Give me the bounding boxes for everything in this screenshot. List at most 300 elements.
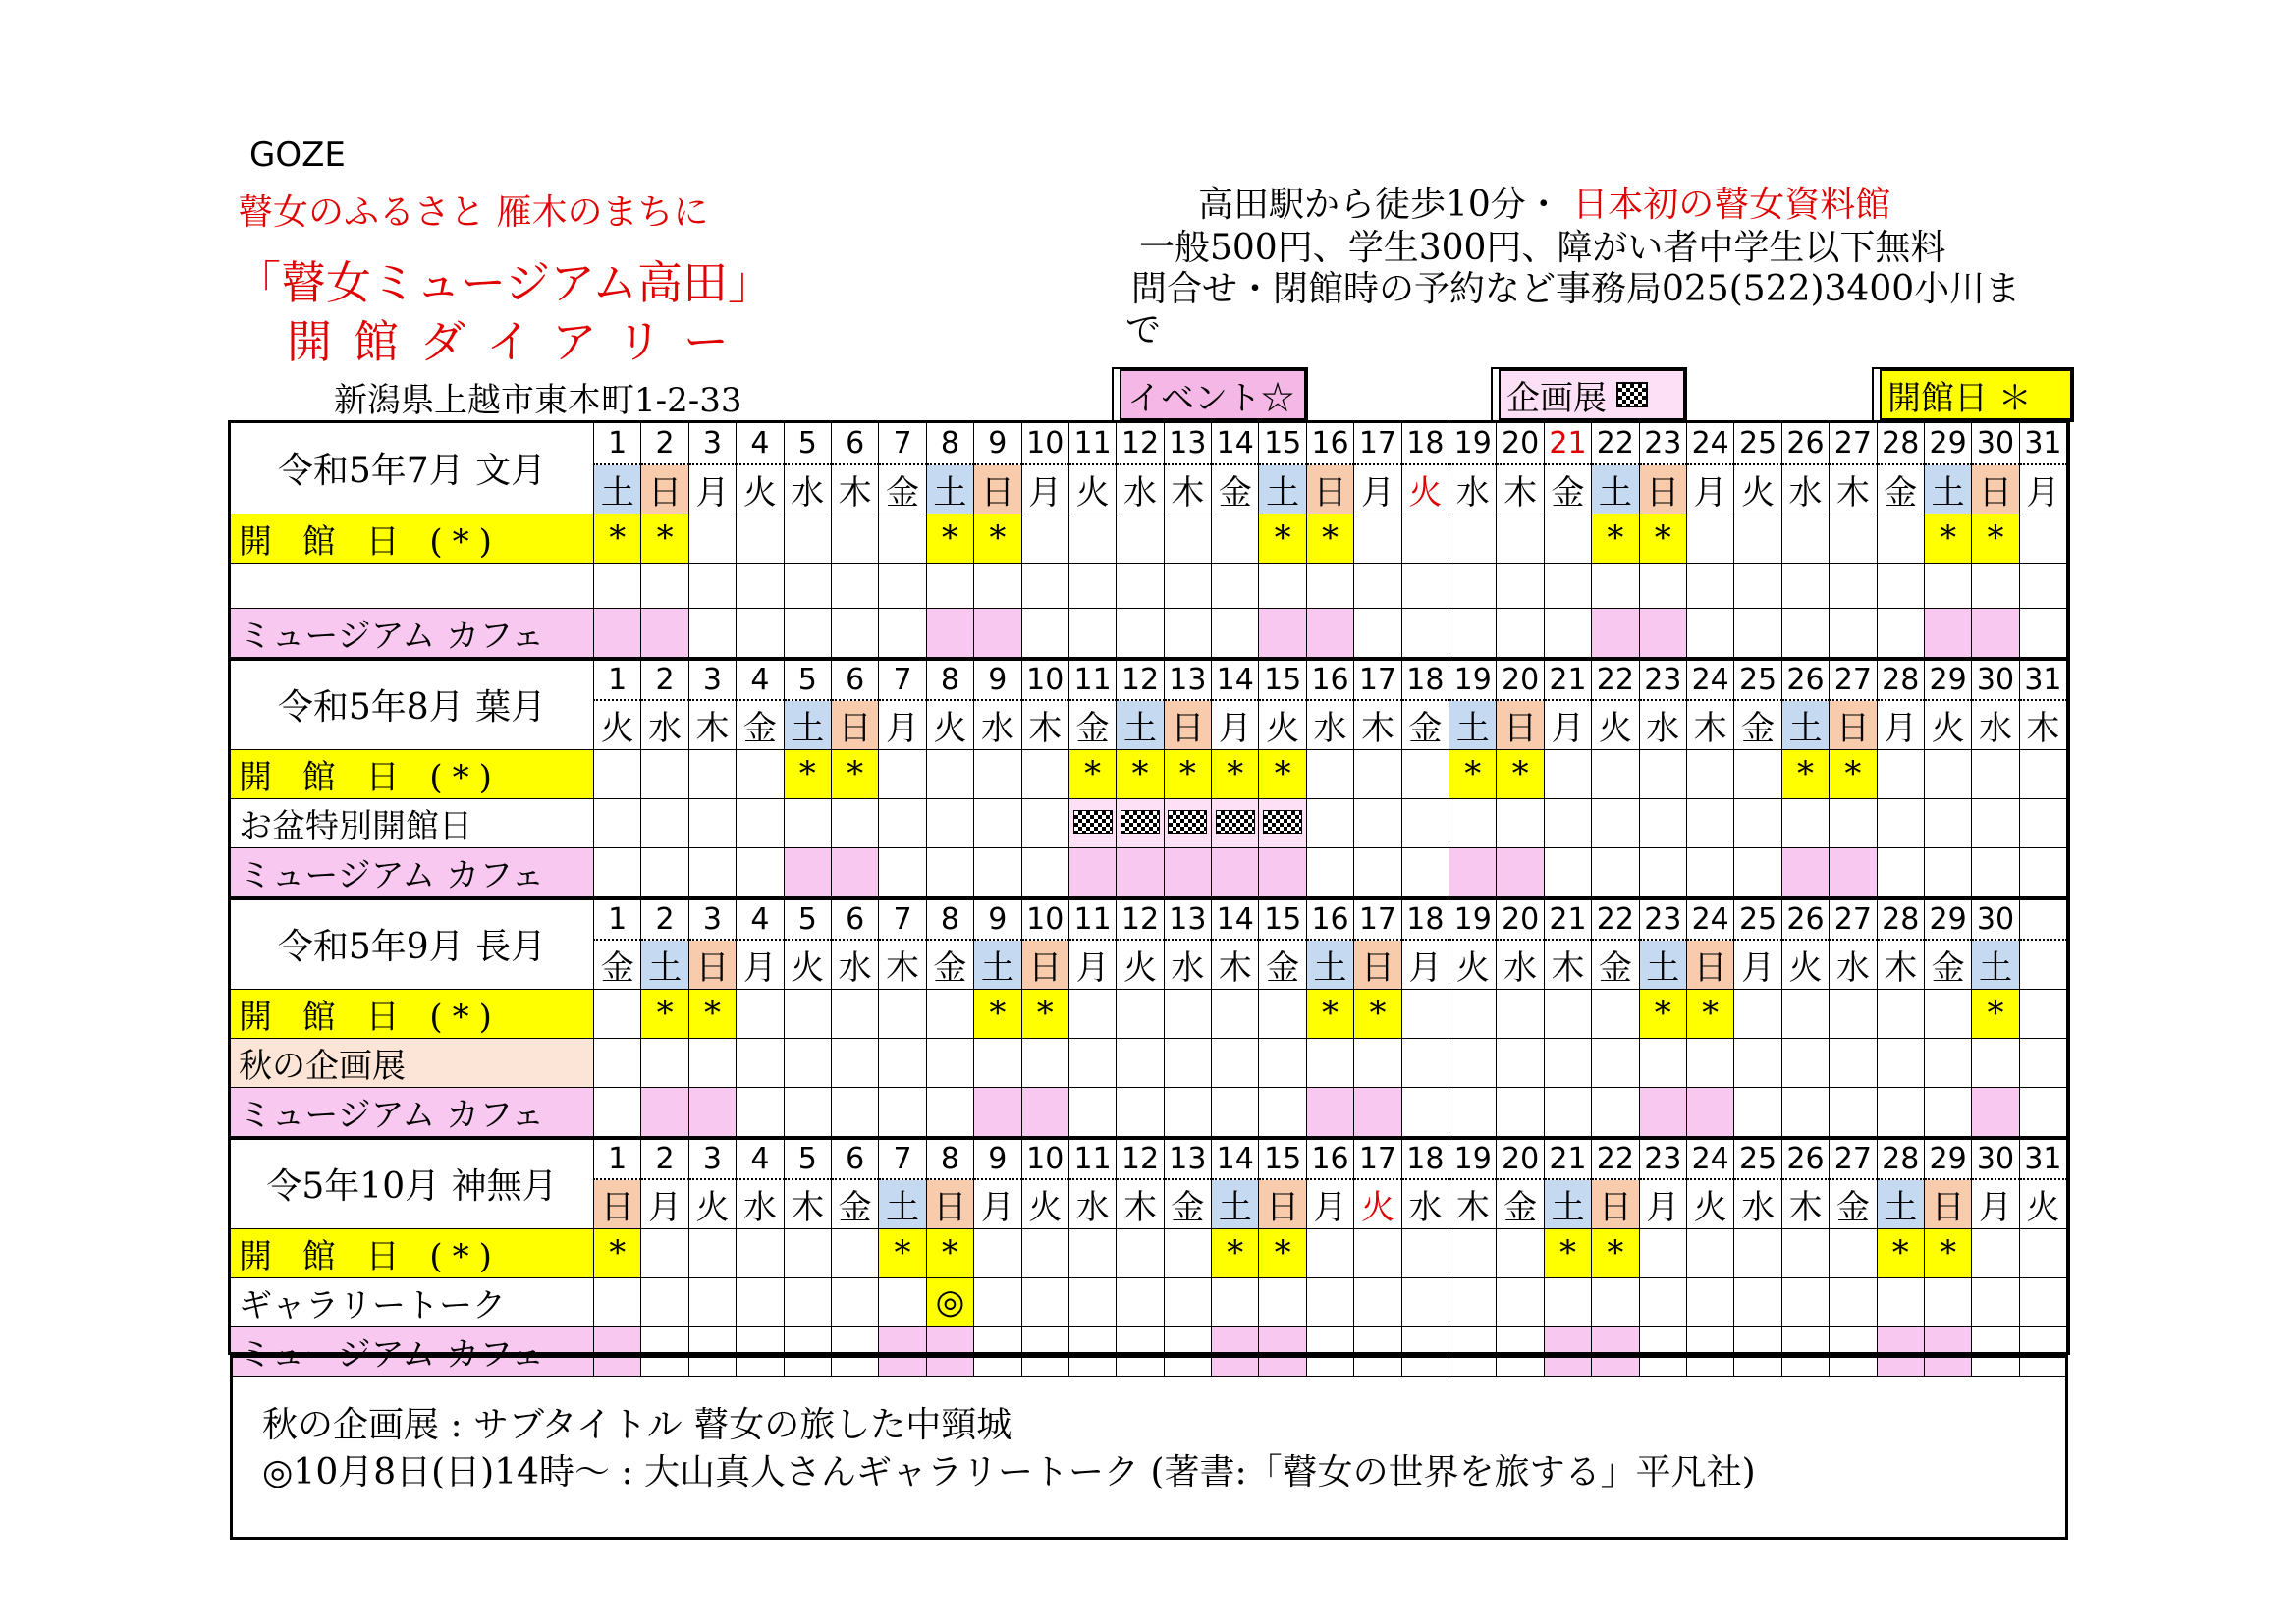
weekday: 水	[1449, 464, 1497, 514]
day-cell-cafe	[784, 1087, 831, 1138]
day-number: 22	[1592, 898, 1639, 940]
day-number: 31	[2019, 1138, 2066, 1179]
day-cell-cafe	[1734, 608, 1781, 659]
day-cell-open	[1734, 989, 1781, 1038]
day-cell-blank	[1068, 563, 1116, 608]
day-cell-open: *	[1164, 749, 1211, 798]
day-cell-open: *	[1259, 514, 1306, 563]
day-cell-open: *	[1781, 749, 1829, 798]
day-cell-cafe	[1306, 608, 1353, 659]
weekday: 金	[1401, 700, 1449, 750]
day-cell-obon	[1306, 798, 1353, 847]
day-cell-obon	[2019, 798, 2066, 847]
day-cell-gallery	[594, 1277, 641, 1326]
weekday: 日	[688, 940, 736, 990]
row-label-open: 開 館 日 (*)	[231, 514, 594, 563]
day-number: 6	[831, 659, 878, 700]
day-cell-autumn	[974, 1038, 1021, 1087]
day-cell-cafe	[594, 847, 641, 898]
day-cell-cafe	[879, 847, 926, 898]
day-cell-cafe	[1497, 608, 1544, 659]
weekday: 月	[1544, 700, 1591, 750]
day-cell-cafe	[1354, 847, 1401, 898]
day-cell-autumn	[1781, 1038, 1829, 1087]
day-cell-blank	[1592, 563, 1639, 608]
checker-pattern-icon	[1263, 810, 1302, 834]
weekday: 火	[1924, 700, 1971, 750]
day-cell-open	[2019, 1228, 2066, 1277]
weekday: 月	[2019, 464, 2066, 514]
day-number: 14	[1212, 659, 1259, 700]
day-cell-obon	[1497, 798, 1544, 847]
day-cell-cafe	[1639, 1087, 1686, 1138]
day-number: 2	[641, 423, 688, 464]
day-cell-gallery: ◎	[926, 1277, 973, 1326]
day-cell-cafe	[1924, 608, 1971, 659]
day-number: 10	[1021, 898, 1068, 940]
day-cell-open	[1544, 749, 1591, 798]
day-cell-blank	[1639, 563, 1686, 608]
weekday: 木	[1497, 464, 1544, 514]
checker-pattern-icon	[1216, 810, 1255, 834]
month-label: 令5年10月 神無月	[231, 1138, 594, 1229]
row-label-cafe: ミュージアム カフェ	[231, 1087, 594, 1138]
day-cell-gallery	[1734, 1277, 1781, 1326]
weekday: 木	[688, 700, 736, 750]
day-cell-open	[1734, 514, 1781, 563]
weekday: 水	[1068, 1179, 1116, 1229]
day-cell-obon	[879, 798, 926, 847]
day-cell-autumn	[1164, 1038, 1211, 1087]
weekday: 木	[1164, 464, 1211, 514]
contact-info: 問合せ・閉館時の予約など事務局025(522)3400小川ま	[1131, 269, 2021, 309]
day-cell-open	[1354, 749, 1401, 798]
day-number: 20	[1497, 1138, 1544, 1179]
legend-exhibition-label: 企画展	[1506, 378, 1607, 418]
day-cell-obon	[1354, 798, 1401, 847]
day-cell-gallery	[1877, 1277, 1924, 1326]
day-number: 11	[1068, 898, 1116, 940]
row-label-empty	[231, 563, 594, 608]
day-cell-cafe	[594, 608, 641, 659]
day-number: 5	[784, 898, 831, 940]
day-cell-open	[1164, 989, 1211, 1038]
weekday: 水	[1734, 1179, 1781, 1229]
day-cell-obon	[1781, 798, 1829, 847]
month-label: 令和5年8月 葉月	[231, 659, 594, 750]
weekday: 月	[1972, 1179, 2019, 1229]
day-cell-open: *	[1592, 1228, 1639, 1277]
day-cell-cafe	[926, 847, 973, 898]
day-cell-obon	[1117, 798, 1164, 847]
day-cell-open	[1544, 514, 1591, 563]
weekday: 金	[737, 700, 784, 750]
day-number: 3	[688, 423, 736, 464]
day-cell-open	[1734, 1228, 1781, 1277]
day-cell-open	[594, 989, 641, 1038]
day-cell-blank	[1259, 563, 1306, 608]
day-cell-autumn	[1117, 1038, 1164, 1087]
day-cell-blank	[1449, 563, 1497, 608]
weekday: 月	[974, 1179, 1021, 1229]
day-cell-gallery	[1592, 1277, 1639, 1326]
day-number: 29	[1924, 423, 1971, 464]
day-cell-open: *	[1449, 749, 1497, 798]
day-cell-autumn	[1449, 1038, 1497, 1087]
day-number: 2	[641, 659, 688, 700]
day-number: 4	[737, 898, 784, 940]
day-cell-cafe	[688, 608, 736, 659]
weekday: 火	[1734, 464, 1781, 514]
day-cell-autumn	[1306, 1038, 1353, 1087]
weekday: 木	[879, 940, 926, 990]
day-cell-open: *	[1212, 749, 1259, 798]
row-label-cafe: ミュージアム カフェ	[231, 608, 594, 659]
weekday: 月	[1877, 700, 1924, 750]
weekday	[2019, 940, 2066, 990]
day-number: 19	[1449, 1138, 1497, 1179]
checker-pattern-icon	[1616, 382, 1648, 407]
weekday: 火	[1117, 940, 1164, 990]
day-cell-cafe	[1212, 608, 1259, 659]
weekday: 金	[1068, 700, 1116, 750]
weekday: 土	[1781, 700, 1829, 750]
day-cell-blank	[879, 563, 926, 608]
weekday: 木	[1449, 1179, 1497, 1229]
day-cell-obon	[974, 798, 1021, 847]
day-cell-autumn	[831, 1038, 878, 1087]
day-cell-cafe	[1449, 1087, 1497, 1138]
weekday: 金	[1734, 700, 1781, 750]
day-cell-autumn	[1259, 1038, 1306, 1087]
day-number: 23	[1639, 659, 1686, 700]
day-cell-cafe	[1972, 1087, 2019, 1138]
weekday: 金	[1212, 464, 1259, 514]
day-number: 6	[831, 1138, 878, 1179]
day-cell-open	[1449, 514, 1497, 563]
day-number: 8	[926, 423, 973, 464]
day-cell-autumn	[641, 1038, 688, 1087]
day-cell-cafe	[1354, 1087, 1401, 1138]
weekday: 水	[1830, 940, 1877, 990]
weekday: 金	[1164, 1179, 1211, 1229]
day-cell-open	[737, 1228, 784, 1277]
day-cell-cafe	[879, 608, 926, 659]
day-number: 26	[1781, 1138, 1829, 1179]
day-cell-cafe	[1259, 1087, 1306, 1138]
weekday: 日	[1592, 1179, 1639, 1229]
day-cell-open	[1781, 1228, 1829, 1277]
weekday: 木	[831, 464, 878, 514]
day-cell-cafe	[1686, 608, 1733, 659]
weekday: 木	[1212, 940, 1259, 990]
day-number: 12	[1117, 898, 1164, 940]
day-number: 7	[879, 1138, 926, 1179]
weekday: 火	[1686, 1179, 1733, 1229]
fee-info: 一般500円、学生300円、障がい者中学生以下無料	[1139, 228, 1946, 268]
day-number: 17	[1354, 1138, 1401, 1179]
day-cell-blank	[831, 563, 878, 608]
day-number: 3	[688, 659, 736, 700]
day-cell-obon	[784, 798, 831, 847]
day-cell-gallery	[1781, 1277, 1829, 1326]
day-cell-open	[1734, 749, 1781, 798]
day-cell-cafe	[831, 608, 878, 659]
weekday: 日	[1259, 1179, 1306, 1229]
day-cell-autumn	[1924, 1038, 1971, 1087]
day-number: 21	[1544, 659, 1591, 700]
row-label-autumn: 秋の企画展	[231, 1038, 594, 1087]
day-cell-cafe	[1544, 1087, 1591, 1138]
day-number: 17	[1354, 659, 1401, 700]
weekday: 火	[1592, 700, 1639, 750]
day-cell-open	[1686, 1228, 1733, 1277]
day-number: 21	[1544, 1138, 1591, 1179]
day-cell-cafe	[1781, 1087, 1829, 1138]
weekday: 月	[1401, 940, 1449, 990]
day-number: 28	[1877, 659, 1924, 700]
day-cell-obon	[1924, 798, 1971, 847]
day-cell-cafe	[831, 1087, 878, 1138]
day-cell-blank	[1781, 563, 1829, 608]
weekday: 水	[1164, 940, 1211, 990]
day-number: 1	[594, 898, 641, 940]
day-cell-cafe	[1354, 608, 1401, 659]
weekday: 月	[688, 464, 736, 514]
weekday: 金	[879, 464, 926, 514]
day-cell-blank	[1212, 563, 1259, 608]
legend-open-label: 開館日 ＊	[1887, 378, 2032, 418]
day-number: 23	[1639, 1138, 1686, 1179]
weekday: 木	[1354, 700, 1401, 750]
weekday: 土	[1449, 700, 1497, 750]
day-cell-open	[879, 989, 926, 1038]
day-cell-open	[1164, 514, 1211, 563]
day-cell-open	[1830, 514, 1877, 563]
day-number: 9	[974, 423, 1021, 464]
day-number: 13	[1164, 423, 1211, 464]
day-cell-cafe	[1592, 847, 1639, 898]
day-number: 8	[926, 659, 973, 700]
day-cell-autumn	[1734, 1038, 1781, 1087]
weekday: 木	[1544, 940, 1591, 990]
day-cell-gallery	[1639, 1277, 1686, 1326]
weekday: 木	[1830, 464, 1877, 514]
day-cell-open	[1877, 514, 1924, 563]
day-cell-open	[879, 514, 926, 563]
day-cell-gallery	[737, 1277, 784, 1326]
day-cell-gallery	[1212, 1277, 1259, 1326]
day-number: 16	[1306, 898, 1353, 940]
weekday: 月	[641, 1179, 688, 1229]
day-cell-cafe	[879, 1087, 926, 1138]
day-number: 17	[1354, 898, 1401, 940]
day-cell-cafe	[1830, 1087, 1877, 1138]
day-cell-open: *	[594, 514, 641, 563]
day-cell-blank	[688, 563, 736, 608]
day-cell-cafe	[1068, 608, 1116, 659]
day-cell-obon	[1164, 798, 1211, 847]
checker-pattern-icon	[1073, 810, 1113, 834]
day-cell-open	[641, 1228, 688, 1277]
day-cell-gallery	[2019, 1277, 2066, 1326]
day-cell-open	[1117, 1228, 1164, 1277]
day-number: 18	[1401, 659, 1449, 700]
day-cell-open	[1021, 1228, 1068, 1277]
day-cell-cafe	[1068, 1087, 1116, 1138]
day-cell-cafe	[1781, 847, 1829, 898]
weekday: 金	[1830, 1179, 1877, 1229]
weekday: 木	[1781, 1179, 1829, 1229]
day-cell-open	[737, 749, 784, 798]
weekday: 火	[594, 700, 641, 750]
day-cell-cafe	[1117, 847, 1164, 898]
day-cell-open: *	[641, 514, 688, 563]
weekday: 日	[594, 1179, 641, 1229]
day-cell-cafe	[1734, 847, 1781, 898]
contact-info-cont: で	[1125, 310, 1162, 351]
month-label: 令和5年7月 文月	[231, 423, 594, 514]
weekday: 金	[1592, 940, 1639, 990]
day-number: 16	[1306, 1138, 1353, 1179]
day-cell-open	[1306, 749, 1353, 798]
day-cell-cafe	[1306, 847, 1353, 898]
day-cell-open	[1639, 749, 1686, 798]
weekday: 日	[641, 464, 688, 514]
day-cell-cafe	[737, 847, 784, 898]
day-number: 25	[1734, 659, 1781, 700]
day-cell-open	[1972, 749, 2019, 798]
weekday: 水	[1117, 464, 1164, 514]
day-number: 18	[1401, 1138, 1449, 1179]
day-cell-open	[1972, 1228, 2019, 1277]
day-cell-cafe	[1544, 847, 1591, 898]
day-cell-open	[1830, 1228, 1877, 1277]
day-cell-open: *	[1117, 749, 1164, 798]
day-number: 20	[1497, 898, 1544, 940]
day-number: 27	[1830, 898, 1877, 940]
weekday: 月	[879, 700, 926, 750]
day-cell-open	[1449, 989, 1497, 1038]
day-cell-gallery	[784, 1277, 831, 1326]
day-number: 31	[2019, 423, 2066, 464]
day-cell-blank	[926, 563, 973, 608]
day-cell-open	[1117, 989, 1164, 1038]
weekday: 水	[1306, 700, 1353, 750]
row-label-open: 開 館 日 (*)	[231, 1228, 594, 1277]
day-cell-open: *	[1306, 989, 1353, 1038]
day-number: 7	[879, 898, 926, 940]
day-number: 3	[688, 1138, 736, 1179]
day-cell-cafe	[2019, 608, 2066, 659]
day-cell-open	[737, 514, 784, 563]
day-cell-cafe	[831, 847, 878, 898]
day-cell-cafe	[974, 608, 1021, 659]
day-cell-cafe	[1164, 1087, 1211, 1138]
day-cell-obon	[1212, 798, 1259, 847]
weekday: 金	[1877, 464, 1924, 514]
day-cell-cafe	[1021, 608, 1068, 659]
day-cell-blank	[1021, 563, 1068, 608]
day-number: 21	[1544, 423, 1591, 464]
day-number: 4	[737, 423, 784, 464]
day-cell-cafe	[1259, 847, 1306, 898]
day-number: 2	[641, 898, 688, 940]
day-cell-gallery	[831, 1277, 878, 1326]
day-cell-cafe	[1639, 847, 1686, 898]
day-cell-open	[1544, 989, 1591, 1038]
day-cell-obon	[1877, 798, 1924, 847]
weekday: 月	[1212, 700, 1259, 750]
day-cell-open	[1924, 749, 1971, 798]
day-cell-open	[1401, 1228, 1449, 1277]
weekday: 土	[1972, 940, 2019, 990]
day-cell-open: *	[1212, 1228, 1259, 1277]
page-title: 「瞽女ミュージアム高田」	[236, 256, 773, 309]
day-number: 1	[594, 1138, 641, 1179]
day-number: 17	[1354, 423, 1401, 464]
day-number: 15	[1259, 423, 1306, 464]
day-cell-obon	[1972, 798, 2019, 847]
day-cell-cafe	[1401, 1087, 1449, 1138]
weekday: 金	[1924, 940, 1971, 990]
day-cell-open	[1164, 1228, 1211, 1277]
weekday: 水	[1639, 700, 1686, 750]
weekday: 土	[1117, 700, 1164, 750]
day-cell-cafe	[737, 1087, 784, 1138]
day-number: 28	[1877, 898, 1924, 940]
weekday: 土	[1639, 940, 1686, 990]
day-number: 22	[1592, 659, 1639, 700]
first-museum-text: 日本初の瞽女資料館	[1572, 185, 1891, 225]
weekday: 日	[1830, 700, 1877, 750]
day-cell-gallery	[1924, 1277, 1971, 1326]
day-number: 9	[974, 659, 1021, 700]
day-number: 1	[594, 423, 641, 464]
day-number: 31	[2019, 659, 2066, 700]
day-cell-autumn	[1830, 1038, 1877, 1087]
day-number: 9	[974, 1138, 1021, 1179]
day-cell-open: *	[1497, 749, 1544, 798]
day-cell-cafe	[1686, 847, 1733, 898]
day-cell-open	[784, 989, 831, 1038]
weekday: 土	[594, 464, 641, 514]
day-cell-blank	[594, 563, 641, 608]
weekday: 月	[1734, 940, 1781, 990]
day-cell-open: *	[1686, 989, 1733, 1038]
day-number: 5	[784, 659, 831, 700]
day-cell-gallery	[1354, 1277, 1401, 1326]
day-cell-cafe	[1830, 847, 1877, 898]
day-cell-obon	[1639, 798, 1686, 847]
day-cell-blank	[1497, 563, 1544, 608]
day-number: 15	[1259, 898, 1306, 940]
day-cell-cafe	[1544, 608, 1591, 659]
access-text: 高田駅から徒歩10分・	[1198, 185, 1561, 225]
day-number: 24	[1686, 1138, 1733, 1179]
day-cell-autumn	[1686, 1038, 1733, 1087]
day-cell-open: *	[1639, 514, 1686, 563]
legend-exhibition	[1491, 367, 1687, 422]
day-cell-open	[1021, 749, 1068, 798]
day-cell-cafe	[1497, 847, 1544, 898]
day-number: 1	[594, 659, 641, 700]
weekday: 火	[1401, 464, 1449, 514]
weekday: 金	[1497, 1179, 1544, 1229]
weekday: 土	[1544, 1179, 1591, 1229]
day-cell-gallery	[641, 1277, 688, 1326]
weekday: 水	[1497, 940, 1544, 990]
